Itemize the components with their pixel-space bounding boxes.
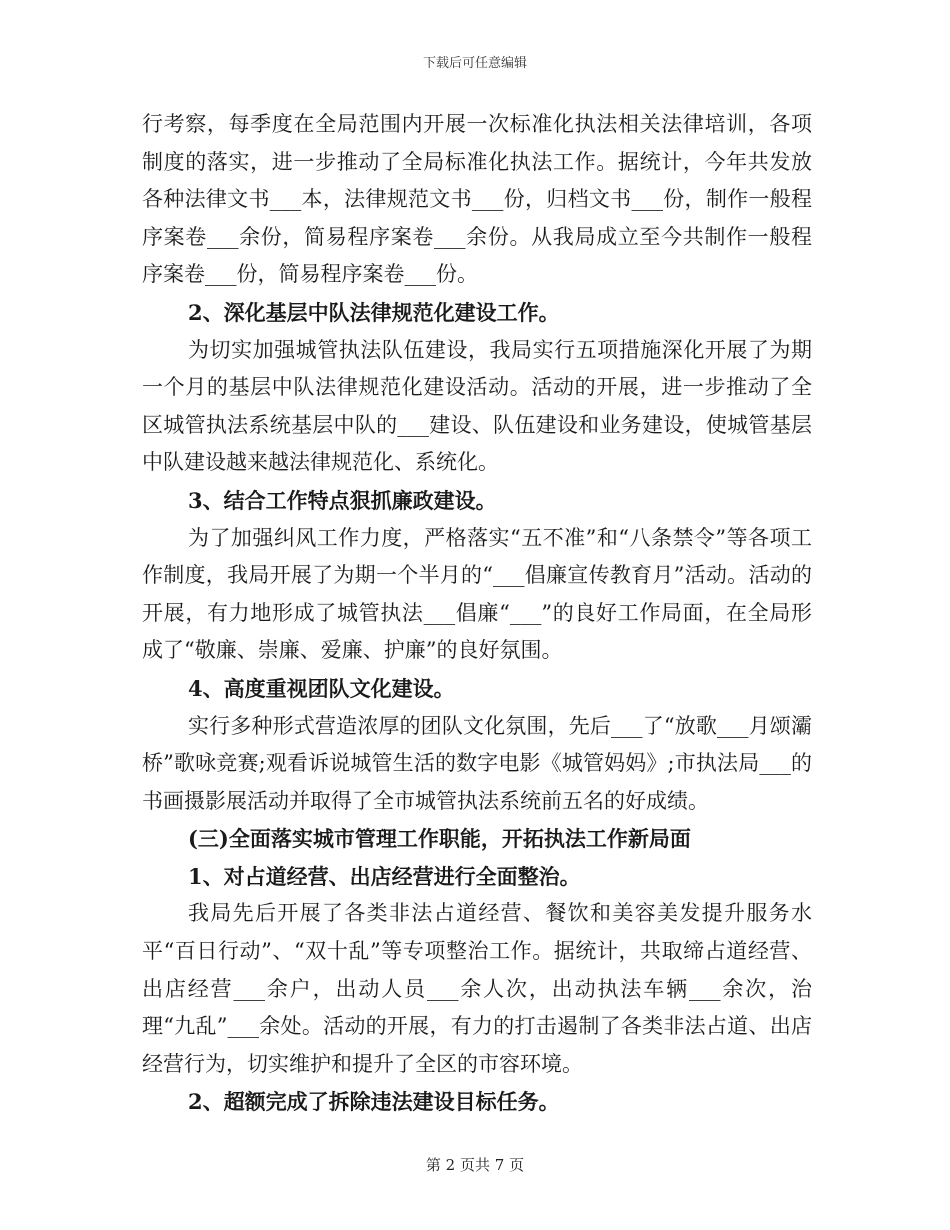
heading-grassroots-squad: 2、深化基层中队法律规范化建设工作。 [188,299,560,325]
paragraph-team-culture: 实行多种形式营造浓厚的团队文化氛围，先后___了“放歌___月颂灞桥”歌咏竞赛;观看诉说城管生活的数字电影《城管妈妈》;市执法局___的书画摄影展活动并取得了全市城管执法系统前五名的好成绩。 [142,713,812,813]
document-body [142,106,812,1121]
heading-section-three: (三)全面落实城市管理工作职能，开拓执法工作新局面 [188,826,691,852]
heading-team-culture: 4、高度重视团队文化建设。 [188,675,455,701]
heading-illegal-construction: 2、超额完成了拆除违法建设目标任务。 [188,1089,560,1115]
paragraph-grassroots-squad: 为切实加强城管执法队伍建设，我局实行五项措施深化开展了为期一个月的基层中队法律规范化建设活动。活动的开展，进一步推动了全区城管执法系统基层中队的___建设、队伍建设和业务建设，使城管基层中队建设越来越法律规范化、系统化。 [142,337,812,475]
page-header: 下载后可任意编辑 [422,56,527,71]
heading-clean-governance: 3、结合工作特点狠抓廉政建设。 [188,487,497,513]
paragraph-street-vending: 我局先后开展了各类非法占道经营、餐饮和美容美发提升服务水平“百日行动”、“双十乱”等专项整治工作。据统计，共取缔占道经营、出店经营___余户，出动人员___余人次，出动执法车辆___余次，治理“九乱”___余处。活动的开展，有力的打击遏制了各类非法占道、出店经营行为，切实维护和提升了全区的市容环境。 [142,901,812,1076]
paragraph-clean-governance: 为了加强纠风工作力度，严格落实“五不准”和“八条禁令”等各项工作制度，我局开展了为期一个半月的“___倡廉宣传教育月”活动。活动的开展，有力地形成了城管执法___倡廉“___”的良好工作局面，在全局形成了“敬廉、崇廉、爱廉、护廉”的良好氛围。 [142,525,812,663]
page-footer: 第 2 页共 7 页 [425,1156,525,1174]
heading-street-vending: 1、对占道经营、出店经营进行全面整治。 [188,863,581,889]
paragraph-standardized-enforcement: 行考察，每季度在全局范围内开展一次标准化执法相关法律培训，各项制度的落实，进一步推动了全局标准化执法工作。据统计，今年共发放各种法律文书___本，法律规范文书___份，归档文书___份，制作一般程序案卷___余份，简易程序案卷___余份。从我局成立至今共制作一般程序案卷___份，简易程序案卷___份。 [142,112,812,287]
